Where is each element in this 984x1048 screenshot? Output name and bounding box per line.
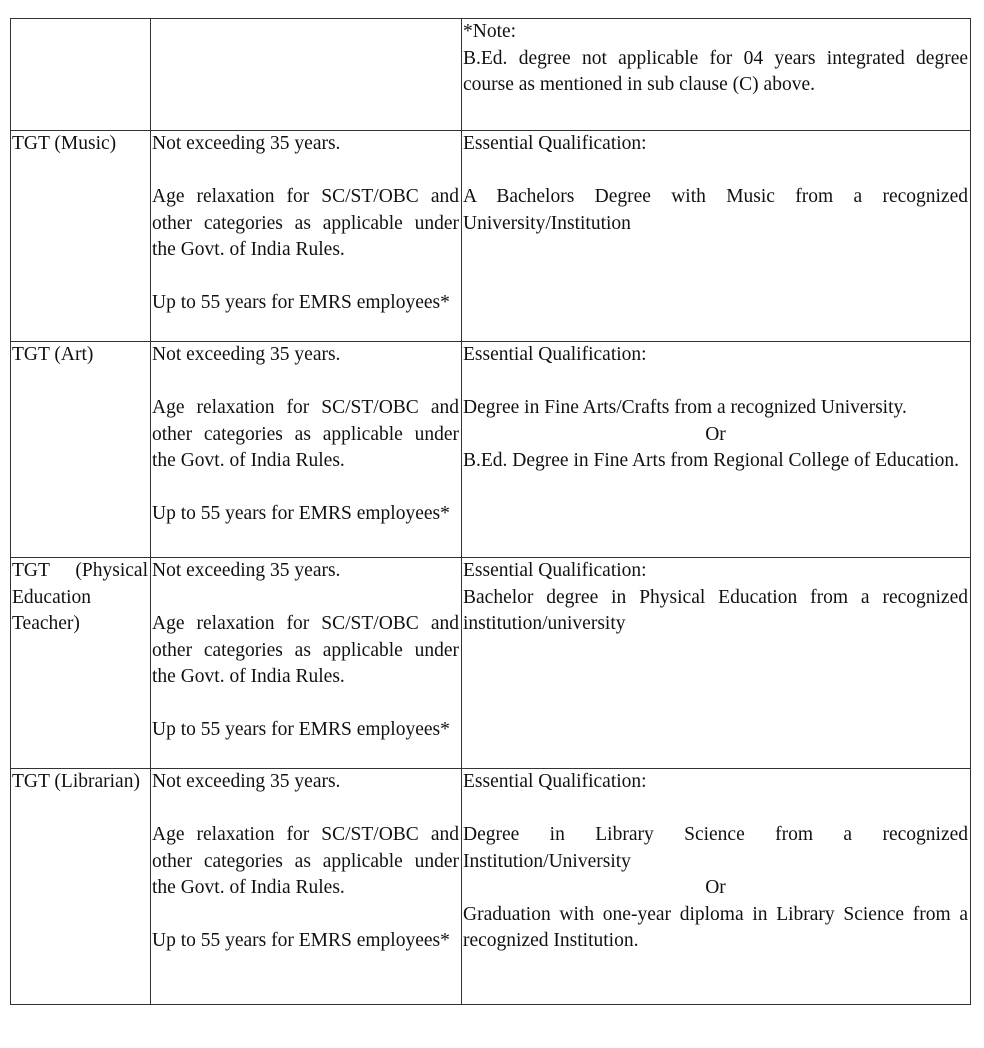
qualification-text: Bachelor degree in Physical Education from a recognized institution/university bbox=[463, 586, 968, 634]
table-row-librarian bbox=[11, 769, 971, 1005]
qualification-text-alt: Graduation with one-year diploma in Library Science from a recognized Institution. bbox=[463, 903, 968, 951]
age-cell bbox=[151, 769, 462, 1005]
qualification-table bbox=[10, 18, 971, 1005]
post-name: TGT (Music) bbox=[12, 133, 117, 154]
age-limit: Not exceeding 35 years. bbox=[152, 133, 341, 154]
age-limit: Not exceeding 35 years. bbox=[152, 344, 341, 365]
qualification-cell bbox=[462, 131, 971, 342]
qualification-text: Degree in Library Science from a recognized Institution/University bbox=[463, 824, 968, 872]
age-relaxation: Age relaxation for SC/ST/OBC and other categories as applicable under the Govt. of India Rules. bbox=[152, 397, 459, 471]
qualification-cell bbox=[462, 558, 971, 769]
post-cell bbox=[11, 19, 151, 131]
qualification-text: Degree in Fine Arts/Crafts from a recognized University. bbox=[463, 397, 907, 418]
note-text: B.Ed. degree not applicable for 04 years integrated degree course as mentioned in sub clause (C) above. bbox=[463, 47, 968, 95]
or-separator: Or bbox=[705, 423, 726, 445]
emrs-age-limit: Up to 55 years for EMRS employees* bbox=[152, 292, 450, 313]
emrs-age-limit: Up to 55 years for EMRS employees* bbox=[152, 930, 450, 951]
post-name: TGT (Art) bbox=[12, 344, 94, 365]
table-row-music bbox=[11, 131, 971, 342]
table-row-note bbox=[11, 19, 971, 131]
qualification-cell bbox=[462, 769, 971, 1005]
age-cell bbox=[151, 131, 462, 342]
qualification-text-alt: B.Ed. Degree in Fine Arts from Regional College of Education. bbox=[463, 450, 960, 471]
post-name: TGT (Physical Education Teacher) bbox=[12, 560, 148, 634]
table-row-physical-education bbox=[11, 558, 971, 769]
qualification-heading: Essential Qualification: bbox=[463, 771, 647, 792]
qualification-heading: Essential Qualification: bbox=[463, 560, 647, 581]
age-limit: Not exceeding 35 years. bbox=[152, 771, 341, 792]
post-cell bbox=[11, 769, 151, 1005]
post-cell bbox=[11, 131, 151, 342]
or-separator: Or bbox=[705, 877, 726, 898]
qualification-cell bbox=[462, 19, 971, 131]
post-cell bbox=[11, 558, 151, 769]
age-cell bbox=[151, 342, 462, 558]
qualification-heading: Essential Qualification: bbox=[463, 133, 647, 154]
emrs-age-limit: Up to 55 years for EMRS employees* bbox=[152, 503, 450, 524]
emrs-age-limit: Up to 55 years for EMRS employees* bbox=[152, 719, 450, 740]
age-limit: Not exceeding 35 years. bbox=[152, 560, 341, 581]
note-label: *Note: bbox=[463, 21, 517, 42]
post-name: TGT (Librarian) bbox=[12, 771, 140, 792]
age-cell bbox=[151, 19, 462, 131]
table-row-art bbox=[11, 342, 971, 558]
age-relaxation: Age relaxation for SC/ST/OBC and other categories as applicable under the Govt. of India Rules. bbox=[152, 613, 459, 687]
qualification-heading: Essential Qualification: bbox=[463, 344, 647, 365]
qualification-text: A Bachelors Degree with Music from a recognized University/Institution bbox=[463, 186, 968, 234]
age-relaxation: Age relaxation for SC/ST/OBC and other categories as applicable under the Govt. of India Rules. bbox=[152, 824, 459, 898]
age-cell bbox=[151, 558, 462, 769]
qualification-cell bbox=[462, 342, 971, 558]
post-cell bbox=[11, 342, 151, 558]
age-relaxation: Age relaxation for SC/ST/OBC and other categories as applicable under the Govt. of India Rules. bbox=[152, 186, 459, 260]
